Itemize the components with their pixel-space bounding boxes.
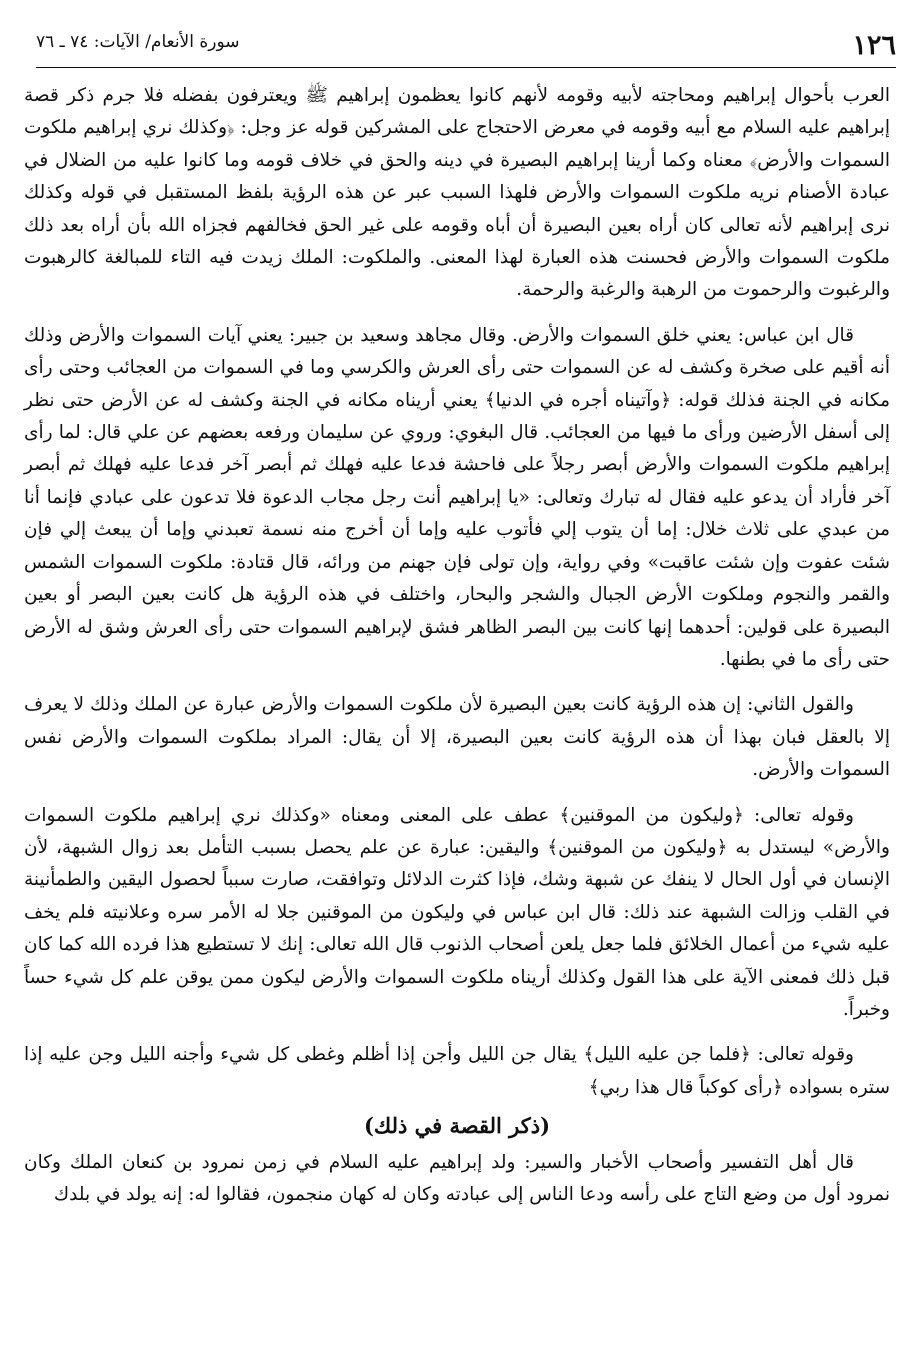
paragraph-2: قال ابن عباس: يعني خلق السموات والأرض. وقال مجاهد وسعيد بن جبير: يعني آيات السموات والأرض وذلك أنه أقيم على صخرة وكشف له عن السموات حتى رأى العرش والكرسي وما في السموات من العجائب وحتى رأى مكانه في الجنة فذلك قوله: ﴿وآتيناه أجره في الدنيا﴾ يعني أريناه مكانه في الجنة وكشف له عن الأرض حتى نظر إلى أسفل الأرضين ورأى ما فيها من العجائب. قال البغوي: وروي عن سليمان ورفعه بعضهم عن علي قال: لما رأى إبراهيم ملكوت السموات والأرض أبصر رجلاً على فاحشة فدعا عليه فهلك ثم أبصر آخر فدعا عليه فهلك ثم أبصر آخر فأراد أن يدعو عليه فقال له تبارك وتعالى: «يا إبراهيم أنت رجل مجاب الدعوة فلا تدعون على عبادي فإنما أنا من عبدي على ثلاث خلال: إما أن يتوب إلي فأتوب عليه وإما أن أخرج منه نسمة تعبدني وإما أن يبعث إلي فإن شئت عفوت وإن شئت عاقبت» وفي رواية، وإن تولى فإن جهنم من ورائه، قال قتادة: ملكوت السموات الشمس والقمر والنجوم وملكوت الأرض الجبال والشجر والبحار، واختلف في هذه الرؤية هل كانت بعين البصر أو بعين البصيرة على قولين: أحدهما إنها كانت بين البصر الظاهر فشق لإبراهيم السموات حتى رأى العرش وشق له الأرض حتى رأى ما في بطنها.: [24, 324, 890, 670]
running-header: [22, 22, 896, 66]
page-number: ١٢٦: [852, 30, 896, 61]
paragraph-5: وقوله تعالى: ﴿فلما جن عليه الليل﴾ يقال جن الليل وأجن إذا أظلم وغطى كل شيء وأجنه الليل وجن عليه إذا ستره بسواده ﴿رأى كوكباً قال هذا ربي﴾: [24, 1044, 890, 1098]
paragraph-3: والقول الثاني: إن هذه الرؤية كانت بعين البصيرة لأن ملكوت السموات والأرض عبارة عن الملك وذلك لا يعرف إلا بالعقل فبان بهذا أن هذه الرؤية كانت بعين البصيرة، إلا أن يقال: المراد بملكوت السموات والأرض نفس السموات والأرض.: [24, 694, 890, 781]
header-divider: [36, 67, 896, 68]
paragraph-1: العرب بأحوال إبراهيم ومحاجته لأبيه وقومه لأنهم كانوا يعظمون إبراهيم ﷺ ويعترفون بفضله فلا جرم ذكر قصة إبراهيم عليه السلام مع أبيه وقومه في معرض الاحتجاج على المشركين قوله عز وجل: ﴿وكذلك نري إبراهيم ملكوت السموات والأرض﴾ معناه وكما أرينا إبراهيم البصيرة في دينه والحق في خلاف قومه وما كانوا عليه من الضلال في عبادة الأصنام نريه ملكوت السموات والأرض فلهذا السبب عبر عن هذه الرؤية بلفظ المستقبل في قوله وكذلك نرى إبراهيم لأنه تعالى كان أراه بعين البصيرة أن أباه وقومه على غير الحق فخالفهم فجزاه الله بأن أراه بعد ذلك ملكوت السموات والأرض فحسنت هذه العبارة لهذا المعنى. والملكوت: الملك زيدت فيه التاء للمبالغة كالرهبوت والرغبوت والرحموت من الرهبة والرغبة والرحمة.: [24, 85, 890, 301]
surah-reference: سورة الأنعام/ الآيات: ٧٤ ـ ٧٦: [36, 32, 240, 52]
page-body: [24, 80, 890, 1211]
section-title: (ذكر القصة في ذلك): [363, 1113, 551, 1139]
paragraph-6: قال أهل التفسير وأصحاب الأخبار والسير: ولد إبراهيم عليه السلام في زمن نمرود بن كنعان الملك وكان نمرود أول من وضع التاج على رأسه ودعا الناس إلى عبادته وكان له كهان منجمون، فقالوا له: إنه يولد في بلدك: [24, 1151, 890, 1205]
paragraph-4: وقوله تعالى: ﴿وليكون من الموقنين﴾ عطف على المعنى ومعناه «وكذلك نري إبراهيم ملكوت السموات والأرض» ليستدل به ﴿وليكون من الموقنين﴾ واليقين: عبارة عن علم يحصل بسبب التأمل بعد زوال الشبهة، لأن الإنسان في أول الحال لا ينفك عن شبهة وشك، فإذا كثرت الدلائل وتوافقت، صارت سبباً لحصول اليقين والطمأنينة في القلب وزالت الشبهة عند ذلك: قال ابن عباس في وليكون من الموقنين جلا له الأمر سره وعلانيته فلم يخف عليه شيء من أعمال الخلائق فلما جعل يلعن أصحاب الذنوب قال الله تعالى: إنك لا تستطيع هذا فرده الله كما كان قبل ذلك فمعنى الآية على هذا القول وكذلك أريناه ملكوت السموات والأرض ليكون ممن يوقن علم كل شيء حساً وخبراً.: [24, 804, 890, 1020]
